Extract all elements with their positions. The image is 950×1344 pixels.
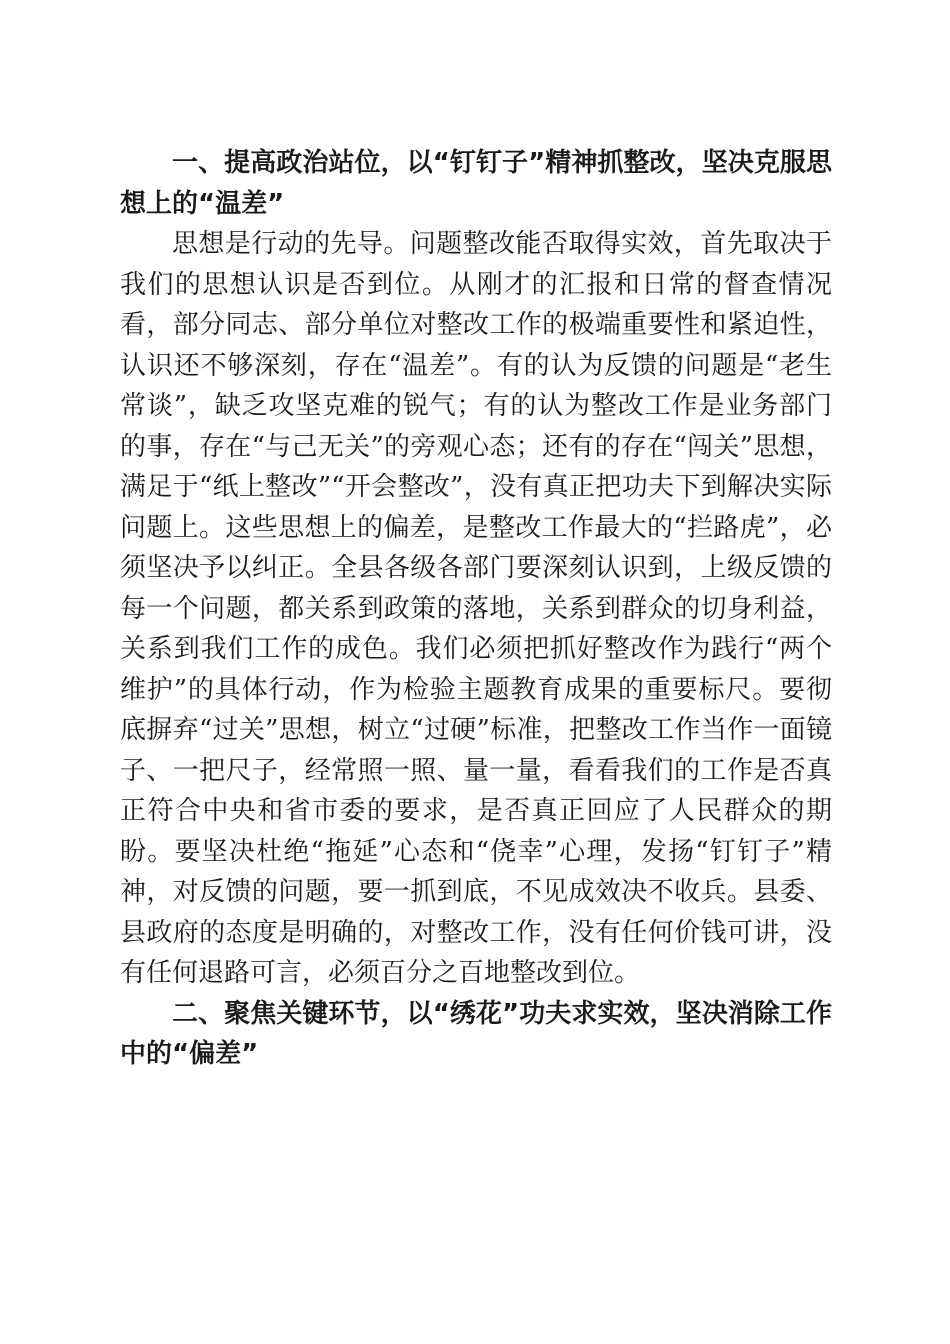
document-page [120, 143, 832, 1075]
section-heading-1: 一、提高政治站位，以“钉钉子”精神抓整改，坚决克服思想上的“温差” [120, 148, 832, 219]
section-heading-2: 二、聚焦关键环节，以“绣花”功夫求实效，坚决消除工作中的“偏差” [120, 998, 832, 1069]
body-paragraph-1: 思想是行动的先导。问题整改能否取得实效，首先取决于我们的思想认识是否到位。从刚才的汇报和日常的督查情况看，部分同志、部分单位对整改工作的极端重要性和紧迫性，认识还不够深刻，存在“温差”。有的认为反馈的问题是“老生常谈”，缺乏攻坚克难的锐气；有的认为整改工作是业务部门的事，存在“与己无关”的旁观心态；还有的存在“闯关”思想，满足于“纸上整改”“开会整改”，没有真正把功夫下到解决实际问题上。这些思想上的偏差，是整改工作最大的“拦路虎”，必须坚决予以纠正。全县各级各部门要深刻认识到，上级反馈的每一个问题，都关系到政策的落地，关系到群众的切身利益，关系到我们工作的成色。我们必须把抓好整改作为践行“两个维护”的具体行动，作为检验主题教育成果的重要标尺。要彻底摒弃“过关”思想，树立“过硬”标准，把整改工作当作一面镜子、一把尺子，经常照一照、量一量，看看我们的工作是否真正符合中央和省市委的要求，是否真正回应了人民群众的期盼。要坚决杜绝“拖延”心态和“侥幸”心理，发扬“钉钉子”精神，对反馈的问题，要一抓到底，不见成效决不收兵。县委、县政府的态度是明确的，对整改工作，没有任何价钱可讲，没有任何退路可言，必须百分之百地整改到位。 [120, 229, 832, 988]
